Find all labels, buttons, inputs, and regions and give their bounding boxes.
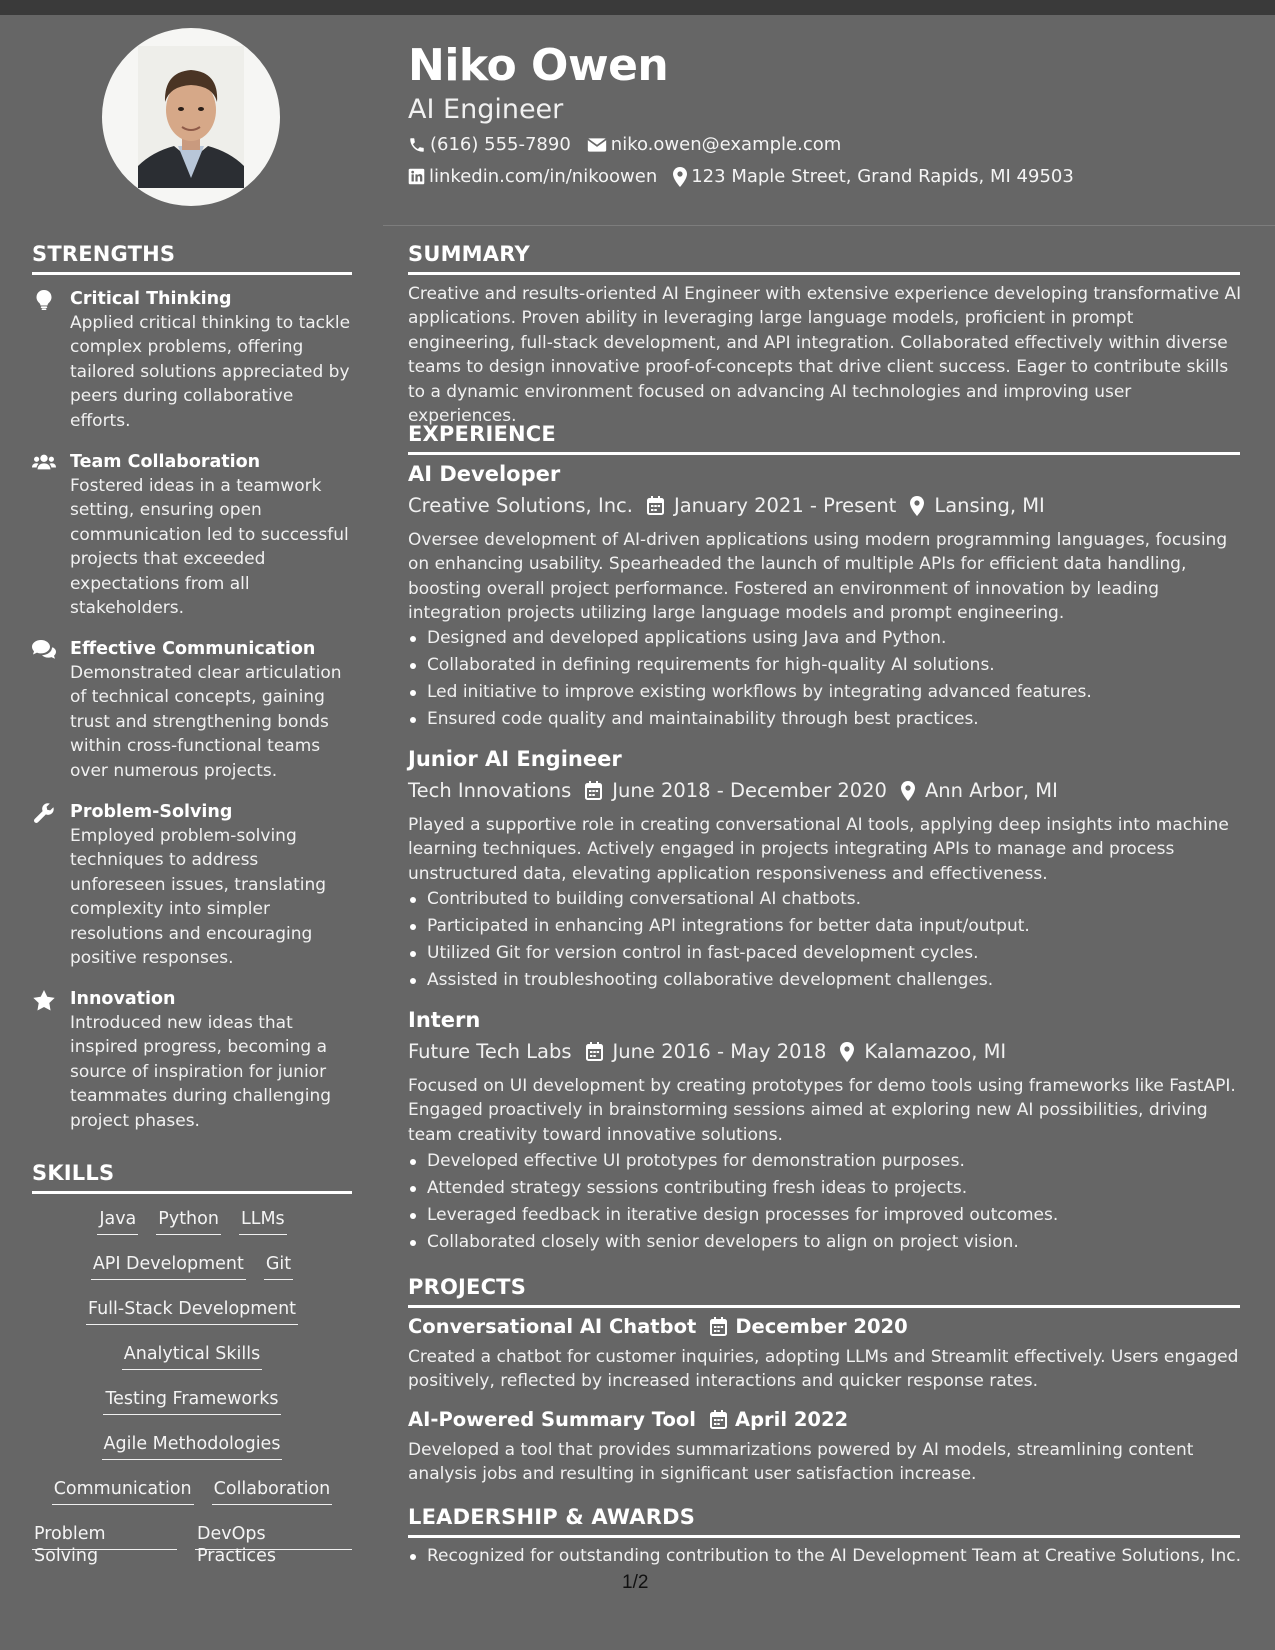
map-pin-icon bbox=[901, 781, 915, 801]
job-dates: January 2021 - Present bbox=[673, 494, 897, 517]
project-header bbox=[408, 1408, 848, 1431]
job-desc: Focused on UI development by creating prototypes for demo tools using frameworks like FastAPI. Engaged proactively in brainstorming sessions aimed at exploring new AI possibilities, driving team creativity toward innovative solutions. bbox=[408, 1076, 1236, 1145]
strength-item bbox=[32, 987, 352, 1133]
job-location-item bbox=[840, 1040, 1006, 1063]
skill-tag: LLMs bbox=[239, 1208, 287, 1235]
calendar-icon bbox=[647, 496, 664, 515]
candidate-name: Niko Owen bbox=[408, 40, 669, 91]
email-item[interactable] bbox=[587, 134, 841, 155]
strength-title: Problem-Solving bbox=[70, 802, 233, 822]
wrench-icon bbox=[32, 803, 56, 823]
project-header bbox=[408, 1315, 908, 1338]
skill-tag: Python bbox=[156, 1208, 221, 1235]
job-desc: Oversee development of AI-driven applications using modern programming languages, focusing on enhancing usability. Spearheaded the launch of multiple APIs for efficient data handling, boosting overall project performance. Fostered an environment of innovation by leading integration projects utilizing large language models and prompt engineering. bbox=[408, 530, 1228, 624]
job-company: Future Tech Labs bbox=[408, 1040, 572, 1063]
list-item: Designed and developed applications using Java and Python. bbox=[408, 625, 1243, 652]
strength-item bbox=[32, 450, 352, 620]
strength-desc: Employed problem-solving techniques to address unforeseen issues, translating complexity into simpler resolutions and encouraging positive responses. bbox=[70, 826, 327, 969]
job-meta bbox=[408, 494, 1059, 517]
summary-heading: SUMMARY bbox=[408, 242, 530, 266]
skill-row bbox=[32, 1343, 352, 1388]
list-item: Led initiative to improve existing workflows by integrating advanced features. bbox=[408, 679, 1243, 706]
experience-heading: EXPERIENCE bbox=[408, 422, 556, 446]
strength-item bbox=[32, 637, 352, 783]
strength-desc: Demonstrated clear articulation of technical concepts, gaining trust and strengthening bonds within cross-functional teams over numerous projects. bbox=[70, 663, 342, 781]
job-title: Intern bbox=[408, 1008, 481, 1032]
job-dates-item bbox=[647, 494, 896, 517]
header-divider bbox=[383, 225, 1275, 226]
address-item bbox=[673, 166, 1074, 187]
job-dates: June 2018 - December 2020 bbox=[612, 779, 887, 802]
job-location-item bbox=[910, 494, 1044, 517]
strength-desc: Fostered ideas in a teamwork setting, ensuring open communication led to successful projects that exceeded expectations from all stakeholders. bbox=[70, 476, 349, 619]
strength-item bbox=[32, 800, 352, 970]
phone-item bbox=[408, 134, 571, 155]
list-item: Developed effective UI prototypes for demonstration purposes. bbox=[408, 1148, 1243, 1175]
users-icon bbox=[32, 453, 56, 473]
leadership-heading: LEADERSHIP & AWARDS bbox=[408, 1505, 696, 1529]
page-number: 1/2 bbox=[622, 1572, 649, 1593]
map-pin-icon bbox=[840, 1042, 854, 1062]
skill-row bbox=[32, 1253, 352, 1298]
email-icon bbox=[587, 137, 607, 153]
job-location: Ann Arbor, MI bbox=[924, 779, 1058, 802]
project-desc: Developed a tool that provides summarizations powered by AI models, streamlining content analysis jobs and resulting in significant user satisfaction increase. bbox=[408, 1440, 1194, 1485]
strength-title: Critical Thinking bbox=[70, 289, 232, 309]
comments-icon bbox=[32, 640, 56, 660]
skill-row bbox=[32, 1208, 352, 1253]
calendar-icon bbox=[710, 1410, 727, 1429]
skills-list bbox=[32, 1208, 352, 1568]
leadership-rule bbox=[408, 1535, 1240, 1538]
summary-text: Creative and results-oriented AI Engineer with extensive experience developing transformative AI applications. Proven ability in leveraging large language models, proficient in prompt engineering, full-stack development, and API integration. Collaborated effectively within diverse teams to design innovative proof-of-concepts that drive client success. Eager to contribute skills to a dynamic environment focused on advancing AI technologies and improving user experiences. bbox=[408, 284, 1242, 427]
skill-row bbox=[32, 1388, 352, 1433]
email-text: niko.owen@example.com bbox=[610, 134, 842, 155]
job-location-item bbox=[901, 779, 1058, 802]
job-dates-item bbox=[585, 779, 887, 802]
strength-item bbox=[32, 287, 352, 433]
calendar-icon bbox=[585, 781, 602, 800]
job-location: Lansing, MI bbox=[934, 494, 1045, 517]
phone-text: (616) 555-7890 bbox=[430, 134, 571, 155]
profile-photo bbox=[102, 28, 280, 206]
list-item: Contributed to building conversational AI chatbots. bbox=[408, 886, 1243, 913]
calendar-icon bbox=[586, 1042, 603, 1061]
lightbulb-icon bbox=[32, 290, 56, 310]
job-title: Junior AI Engineer bbox=[408, 747, 622, 771]
job-company: Tech Innovations bbox=[408, 779, 572, 802]
list-item: Attended strategy sessions contributing fresh ideas to projects. bbox=[408, 1175, 1243, 1202]
skill-tag: Problem Solving bbox=[32, 1523, 177, 1550]
list-item: Assisted in troubleshooting collaborative development challenges. bbox=[408, 967, 1243, 994]
list-item: Leveraged feedback in iterative design processes for improved outcomes. bbox=[408, 1202, 1243, 1229]
skill-tag: Collaboration bbox=[212, 1478, 333, 1505]
project-desc: Created a chatbot for customer inquiries, adopting LLMs and Streamlit effectively. Users engaged positively, reflected by increased interactions and quicker response rates. bbox=[408, 1347, 1239, 1392]
job-desc: Played a supportive role in creating conversational AI tools, applying deep insights into machine learning techniques. Actively engaged in projects integrating APIs to manage and process unstructured data, elevating application responsiveness and effectiveness. bbox=[408, 815, 1229, 884]
projects-heading: PROJECTS bbox=[408, 1275, 527, 1299]
skill-tag: Testing Frameworks bbox=[103, 1388, 280, 1415]
job-dates: June 2016 - May 2018 bbox=[612, 1040, 827, 1063]
experience-rule bbox=[408, 452, 1240, 455]
job-meta bbox=[408, 779, 1072, 802]
skill-tag: Communication bbox=[52, 1478, 194, 1505]
summary-rule bbox=[408, 272, 1240, 275]
skill-tag: Full-Stack Development bbox=[86, 1298, 298, 1325]
strengths-heading: STRENGTHS bbox=[32, 242, 176, 266]
job-meta bbox=[408, 1040, 1020, 1063]
contact-row-1 bbox=[408, 134, 857, 155]
skill-row bbox=[32, 1523, 352, 1568]
project-title: Conversational AI Chatbot bbox=[408, 1315, 697, 1338]
skill-tag: API Development bbox=[91, 1253, 246, 1280]
skill-tag: Git bbox=[264, 1253, 293, 1280]
list-item: Utilized Git for version control in fast-paced development cycles. bbox=[408, 940, 1243, 967]
skill-row bbox=[32, 1478, 352, 1523]
linkedin-icon bbox=[408, 168, 425, 185]
projects-rule bbox=[408, 1305, 1240, 1308]
strengths-rule bbox=[32, 272, 352, 275]
job-bullets bbox=[408, 625, 1243, 733]
contact-row-2 bbox=[408, 166, 1090, 187]
leadership-list bbox=[408, 1543, 1243, 1570]
skill-row bbox=[32, 1433, 352, 1478]
skill-row bbox=[32, 1298, 352, 1343]
job-bullets bbox=[408, 1148, 1243, 1256]
map-pin-icon bbox=[673, 167, 687, 187]
list-item: Participated in enhancing API integrations for better data input/output. bbox=[408, 913, 1243, 940]
top-bar bbox=[0, 0, 1275, 15]
skill-tag: Java bbox=[97, 1208, 138, 1235]
strength-title: Effective Communication bbox=[70, 639, 316, 659]
job-company: Creative Solutions, Inc. bbox=[408, 494, 633, 517]
list-item: Ensured code quality and maintainability through best practices. bbox=[408, 706, 1243, 733]
list-item: Recognized for outstanding contribution to the AI Development Team at Creative Solutions, Inc. bbox=[408, 1543, 1243, 1570]
avatar bbox=[102, 28, 280, 206]
calendar-icon bbox=[710, 1317, 727, 1336]
map-pin-icon bbox=[910, 496, 924, 516]
project-title: AI-Powered Summary Tool bbox=[408, 1408, 696, 1431]
skills-heading: SKILLS bbox=[32, 1161, 115, 1185]
skills-rule bbox=[32, 1191, 352, 1194]
strength-title: Team Collaboration bbox=[70, 452, 261, 472]
job-title: AI Developer bbox=[408, 462, 561, 486]
project-date: April 2022 bbox=[735, 1408, 849, 1431]
star-icon bbox=[32, 990, 56, 1010]
project-date: December 2020 bbox=[735, 1315, 908, 1338]
list-item: Collaborated closely with senior developers to align on project vision. bbox=[408, 1229, 1243, 1256]
phone-icon bbox=[408, 136, 426, 154]
linkedin-item[interactable] bbox=[408, 166, 657, 187]
skill-tag: Agile Methodologies bbox=[102, 1433, 283, 1460]
candidate-role: AI Engineer bbox=[408, 94, 564, 125]
strength-desc: Introduced new ideas that inspired progress, becoming a source of inspiration for junior teammates during challenging project phases. bbox=[70, 1013, 332, 1131]
job-bullets bbox=[408, 886, 1243, 994]
strength-desc: Applied critical thinking to tackle complex problems, offering tailored solutions appreciated by peers during collaborative efforts. bbox=[70, 313, 351, 431]
linkedin-text: linkedin.com/in/nikoowen bbox=[429, 166, 658, 187]
skill-tag: DevOps Practices bbox=[195, 1523, 352, 1550]
address-text: 123 Maple Street, Grand Rapids, MI 49503 bbox=[691, 166, 1074, 187]
list-item: Collaborated in defining requirements for high-quality AI solutions. bbox=[408, 652, 1243, 679]
job-location: Kalamazoo, MI bbox=[864, 1040, 1007, 1063]
skill-tag: Analytical Skills bbox=[122, 1343, 262, 1370]
strength-title: Innovation bbox=[70, 989, 176, 1009]
job-dates-item bbox=[586, 1040, 827, 1063]
